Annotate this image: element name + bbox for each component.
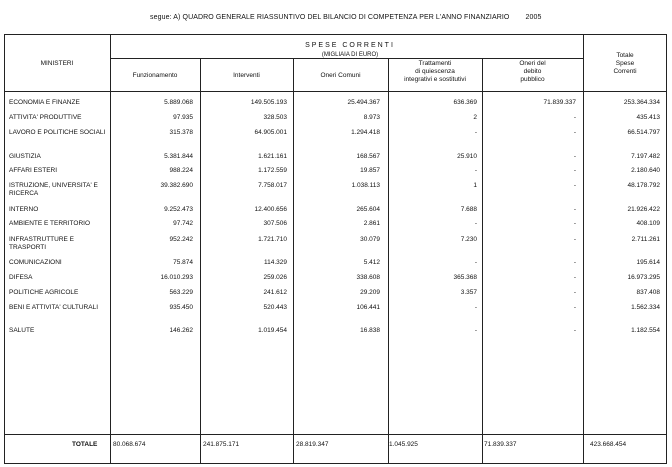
cell-oneri-debito: - [573,236,576,243]
cell-totale: 48.178.792 [627,182,660,189]
table-row [0,114,672,126]
ministry-name: GIUSTIZIA [9,153,41,160]
total-oneri-comuni: 28.819.347 [296,441,329,448]
cell-totale: 7.197.482 [631,153,660,160]
header-line: Correnti [613,68,637,75]
ministry-name: AMBIENTE E TERRITORIO [9,220,91,227]
col-header-ministeri: MINISTERI [40,60,74,67]
cell-oneri-debito: - [573,259,576,266]
cell-trattamenti: 1 [473,182,477,189]
header-line: Trattamenti [418,60,452,67]
ministry-name: SALUTE [9,327,35,334]
ministry-name: ECONOMIA E FINANZE [9,99,80,106]
title-text: segue: A) QUADRO GENERALE RIASSUNTIVO DEL BILANCIO DI COMPETENZA PER L'ANNO FINANZIARIO [150,14,510,21]
col-header-trattamenti [388,60,482,84]
cell-interventi: 1.721.710 [258,236,287,243]
cell-interventi: 7.758.017 [258,182,287,189]
cell-oneri-debito: - [573,327,576,334]
cell-funzionamento: 146.262 [169,327,193,334]
cell-interventi: 12.400.656 [254,206,287,213]
ministry-name: DIFESA [9,274,33,281]
header-line: pubblico [520,76,545,83]
header-line: integrativi e sostitutivi [404,76,466,83]
cell-oneri-comuni: 168.567 [356,153,380,160]
cell-funzionamento: 5.381.844 [164,153,193,160]
cell-funzionamento: 563.229 [169,289,193,296]
ministry-name: ISTRUZIONE, UNIVERSITA' E RICERCA [9,182,98,197]
col-header-interventi: Interventi [233,72,260,79]
cell-totale: 16.973.295 [627,274,660,281]
cell-totale: 253.364.334 [623,99,660,106]
ministry-name: INFRASTRUTTURE E TRASPORTI [9,236,74,251]
cell-oneri-debito: - [573,182,576,189]
col-header-oneri-comuni: Oneri Comuni [320,72,361,79]
ministry-name: POLITICHE AGRICOLE [9,289,79,296]
ministry-name: AFFARI ESTERI [9,167,58,174]
cell-funzionamento: 39.382.690 [160,182,193,189]
cell-interventi: 520.443 [263,304,287,311]
table-row [0,236,672,251]
header-line: Spese [615,60,635,67]
cell-totale: 1.182.554 [631,327,660,334]
col-header-spese-correnti: SPESE CORRENTI [305,42,395,49]
cell-trattamenti: 7.230 [460,236,477,243]
cell-oneri-debito: - [573,289,576,296]
cell-funzionamento: 935.450 [169,304,193,311]
cell-interventi: 114.329 [263,259,287,266]
cell-totale: 2.711.261 [631,236,660,243]
table-row [0,274,672,286]
table-row [0,289,672,301]
table-row [0,167,672,179]
header-rule [4,91,667,92]
cell-trattamenti: - [474,167,477,174]
cell-oneri-comuni: 5.412 [363,259,380,266]
cell-funzionamento: 75.874 [173,259,193,266]
cell-oneri-comuni: 29.209 [360,289,380,296]
cell-totale: 1.562.334 [631,304,660,311]
cell-trattamenti: 365.368 [453,274,477,281]
cell-totale: 21.926.422 [627,206,660,213]
cell-totale: 837.408 [636,289,660,296]
total-trattamenti: 1.045.925 [389,441,418,448]
table-row [0,99,672,111]
document-title [150,14,542,21]
ministry-name: INTERNO [9,206,39,213]
header-line: Oneri del [519,60,546,67]
divider [110,58,583,59]
cell-funzionamento: 315.378 [169,129,193,136]
cell-interventi: 64.905.001 [254,129,287,136]
cell-oneri-debito: - [573,129,576,136]
col-header-totale [583,52,667,76]
cell-totale: 435.413 [636,114,660,121]
cell-interventi: 1.172.559 [258,167,287,174]
cell-funzionamento: 9.252.473 [164,206,193,213]
header-line: debito [523,68,542,75]
col-header-migliaia: (MIGLIAIA DI EURO) [321,52,379,58]
cell-oneri-debito: - [573,206,576,213]
cell-trattamenti: 3.357 [460,289,477,296]
cell-interventi: 307.506 [263,220,287,227]
col-header-funzionamento: Funzionamento [132,72,178,79]
cell-trattamenti: 2 [473,114,477,121]
cell-oneri-comuni: 16.838 [360,327,380,334]
ministry-name: ATTIVITA' PRODUTTIVE [9,114,82,121]
cell-oneri-comuni: 265.604 [356,206,380,213]
cell-trattamenti: - [474,259,477,266]
table-row [0,129,672,141]
cell-funzionamento: 5.889.068 [164,99,193,106]
cell-interventi: 1.019.454 [258,327,287,334]
cell-trattamenti: - [474,129,477,136]
cell-interventi: 328.503 [263,114,287,121]
table-row [0,259,672,271]
ministry-name: BENI E ATTIVITA' CULTURALI [9,304,99,311]
total-label: TOTALE [72,441,98,448]
cell-oneri-debito: - [573,304,576,311]
cell-totale: 195.614 [636,259,660,266]
cell-trattamenti: 7.688 [460,206,477,213]
cell-oneri-debito: - [573,153,576,160]
header-line: di quiescenza [415,68,455,75]
cell-oneri-comuni: 25.494.367 [347,99,380,106]
cell-interventi: 1.621.161 [258,153,287,160]
cell-totale: 408.109 [636,220,660,227]
ministry-name: COMUNICAZIONI [9,259,62,266]
cell-oneri-comuni: 8.973 [363,114,380,121]
cell-interventi: 149.505.193 [250,99,287,106]
total-rule [4,434,667,435]
cell-trattamenti: - [474,327,477,334]
cell-oneri-debito: - [573,220,576,227]
total-interventi: 241.875.171 [203,441,240,448]
cell-oneri-comuni: 1.294.418 [351,129,380,136]
cell-oneri-debito: - [573,274,576,281]
cell-oneri-comuni: 1.038.113 [351,182,380,189]
total-funzionamento: 80.068.674 [113,441,146,448]
total-spese-correnti: 423.668.454 [590,441,627,448]
header-line: Totale [616,52,634,59]
table-row [0,220,672,232]
cell-funzionamento: 988.224 [169,167,193,174]
table-row [0,304,672,316]
table-row [0,153,672,165]
cell-oneri-comuni: 30.079 [360,236,380,243]
cell-interventi: 259.026 [263,274,287,281]
title-year: 2005 [525,14,542,21]
cell-trattamenti: - [474,304,477,311]
cell-totale: 2.180.640 [631,167,660,174]
col-header-oneri-debito [482,60,583,84]
cell-oneri-comuni: 19.857 [360,167,380,174]
cell-trattamenti: - [474,220,477,227]
cell-trattamenti: 25.910 [457,153,477,160]
cell-oneri-debito: 71.839.337 [543,99,576,106]
cell-oneri-debito: - [573,167,576,174]
cell-totale: 66.514.797 [627,129,660,136]
table-row [0,327,672,339]
cell-funzionamento: 952.242 [169,236,193,243]
ministry-name: LAVORO E POLITICHE SOCIALI [9,129,106,136]
total-oneri-debito: 71.839.337 [484,441,517,448]
cell-funzionamento: 97.742 [173,220,193,227]
cell-funzionamento: 97.935 [173,114,193,121]
cell-interventi: 241.612 [263,289,287,296]
cell-trattamenti: 636.369 [453,99,477,106]
cell-oneri-comuni: 2.861 [363,220,380,227]
table-row [0,182,672,197]
cell-oneri-comuni: 106.441 [356,304,380,311]
table-row [0,206,672,218]
cell-funzionamento: 16.010.293 [160,274,193,281]
cell-oneri-comuni: 338.608 [356,274,380,281]
cell-oneri-debito: - [573,114,576,121]
